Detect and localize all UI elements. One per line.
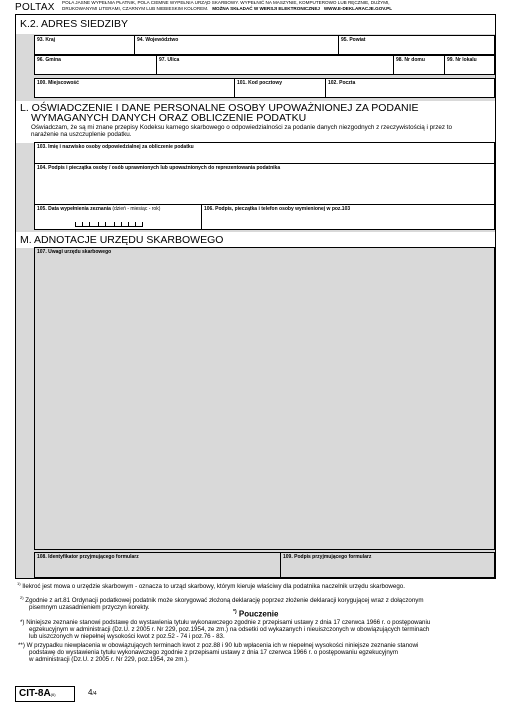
form-version: (6) [50,692,56,697]
header-note-url: WWW.E-DEKLARACJE.GOV.PL [323,5,393,11]
field-105-data-wypelnienia[interactable] [34,204,202,230]
pouczenie-2: **) W przypadku niewpłacenia w obowiązujących terminach kwot z poz.88 i 90 lub wpłacenia ich w niepełnej wysokości niniejsze zeznanie stanowi podstawę do wystawienia tytułu wykonawczego zgodnie z przepisami ustawy z dnia 17 czerwca 1966 r. o postępowaniu egzekucyjnym w administracji (Dz.U. z 2005 r. Nr 229, poz.1954, ze zm.). [18,642,498,664]
section-l-header [16,101,495,143]
poltax-brand: POLTAX [15,2,55,13]
field-108-identyfikator: 108. Identyfikator przyjmującego formularz [34,552,281,578]
footnote-1: $^{1)}$ Ilekroć jest mowa o urzędzie skarbowym - oznacza to urząd skarbowy, którym kieruje właściwy dla podatnika naczelnik urzędu skarbowego. [17,581,405,591]
field-96-gmina[interactable]: 96. Gmina [34,55,157,75]
section-k2-title: K.2. ADRES SIEDZIBY [16,15,495,34]
section-m-title: M. ADNOTACJE URZĘDU SKARBOWEGO [16,232,495,248]
header-note-electronic: MOŻNA SKŁADAĆ W WERSJI ELEKTRONICZNEJ [212,5,320,11]
section-l-title-line2: WYMAGANYCH DANYCH ORAZ OBLICZENIE PODATKU [31,112,307,124]
field-102-poczta[interactable]: 102. Poczta [325,78,495,98]
pouczenie-1: *) Niniejsze zeznanie stanowi podstawę do wystawienia tytułu wykonawczego zgodnie z przepisami ustawy z dnia 17 czerwca 1966 r. o postępowaniu egzekucyjnym w administracji (Dz.U. z 2005 r. Nr 229, poz.1954, ze zm.) na odsetki od wykazanych i nieuiszczonych w obowiązujących terminach lub uiszczonych w niepełnej wysokości kwot z poz.52 - 74 i poz.76 - 83. [20,619,498,641]
field-95-powiat[interactable]: 95. Powiat [338,35,495,55]
pouczenie-text: Pouczenie [238,609,279,619]
field-105-hint: (dzień - miesiąc - rok) [112,206,161,212]
footnote-1-text: Ilekroć jest mowa o urzędzie skarbowym - oznacza to urząd skarbowy, którym kieruje właściwy dla podatnika naczelnik urzędu skarbowego. [22,583,405,591]
field-109-podpis-przyjmujacego: 109. Podpis przyjmującego formularz [280,552,495,578]
field-100-miejscowosc[interactable]: 100. Miejscowość [34,78,235,98]
field-104-podpis-pieczatka[interactable]: 104. Podpis i pieczątka osoby / osób uprawnionych lub upoważnionych do reprezentowania podatnika [34,163,495,205]
page-total: /4 [92,691,97,697]
page-number [88,688,97,697]
header-instructions [62,0,502,11]
header-note-line2-text: DRUKOWANYMI LITERAMI, CZARNYM LUB NIEBIESKIM KOLOREM. [62,5,209,11]
footnote-2-line1: Zgodnie z art.81 Ordynacji podatkowej podatnik może skorygować złożoną deklarację poprzez złożenie deklaracji korygującej wraz z dołączonym [25,597,424,605]
pouczenie-heading: *) Pouczenie [233,609,279,619]
footnote-2: $^{2)}$ Zgodnie z art.81 Ordynacji podatkowej podatnik może skorygować złożoną deklarację poprzez złożenie deklaracji korygującej wraz z dołączonym pisemnym uzasadnieniem przyczyn korekty. [20,594,498,611]
field-105-label: 105. Data wypełnienia zeznania [37,206,111,212]
pouczenie-1-line2: egzekucyjnym w administracji (Dz.U. z 2005 r. Nr 229, poz.1954, ze zm.) na odsetki od wykazanych i nieuiszczonych w obowiązujących terminach [29,626,430,634]
field-97-ulica[interactable]: 97. Ulica [156,55,394,75]
field-99-nr-lokalu[interactable]: 99. Nr lokalu [444,55,495,75]
pouczenie-1-line1: Niniejsze zeznanie stanowi podstawę do wystawienia tytułu wykonawczego zgodnie z przepisami ustawy z dnia 17 czerwca 1966 r. o postępowaniu [26,619,431,626]
footnote-2-line2: pisemnym uzasadnieniem przyczyn korekty. [29,604,150,612]
field-94-wojewodztwo[interactable]: 94. Województwo [134,35,339,55]
header-note-line2 [62,6,502,12]
pouczenie-1-line3: lub uiszczonych w niepełnej wysokości kwot z poz.52 - 74 i poz.76 - 83. [29,633,225,641]
section-l-title-line1: L. OŚWIADCZENIE I DANE PERSONALNE OSOBY UPOWAŻNIONEJ ZA PODANIE [20,102,419,114]
date-boxes [75,222,143,227]
field-93-kraj[interactable]: 93. Kraj [34,35,135,55]
form-code-box [15,686,75,702]
section-l-statement-line2: narażenie na uszczuplenie podatku. [31,131,132,138]
pouczenie-2-line1: W przypadku niewpłacenia w obowiązujących terminach kwot z poz.88 i 90 lub wpłacenia ich w niepełnej wysokości niniejsze zeznanie stanowi [26,642,419,649]
header-note-line1: POLA JASNE WYPEŁNIA PŁATNIK, POLA CIEMNE WYPEŁNIA URZĄD SKARBOWY. WYPEŁNIĆ NA MASZYNIE, KOMPUTEROWO LUB RĘCZNIE, DUŻYMI, [62,0,390,5]
pouczenie-2-line3: w administracji (Dz.U. z 2005 r. Nr 229, poz.1954, ze zm.). [29,656,189,664]
section-l-statement-line1: Oświadczam, że są mi znane przepisy Kodeksu karnego skarbowego o odpowiedzialności za podanie danych niezgodnych z rzeczywistością i przez to [31,124,453,131]
pouczenie-2-line2: podstawę do wystawienia tytułu wykonawczego zgodnie z przepisami ustawy z dnia 17 czerwca 1966 r. o postępowaniu egzekucyjnym [29,649,399,657]
field-101-kod-pocztowy[interactable]: 101. Kod pocztowy [234,78,326,98]
form-code: CIT-8A [19,688,51,699]
page-current: 4 [88,688,93,697]
field-103-imie-nazwisko[interactable]: 103. Imię i nazwisko osoby odpowiedzialnej za obliczenie podatku [34,142,495,164]
field-106-podpis-telefon[interactable]: 106. Podpis, pieczątka i telefon osoby wymienionej w poz.103 [201,204,495,230]
field-107-uwagi: 107. Uwagi urzędu skarbowego [34,247,495,550]
field-98-nr-domu[interactable]: 98. Nr domu [393,55,445,75]
